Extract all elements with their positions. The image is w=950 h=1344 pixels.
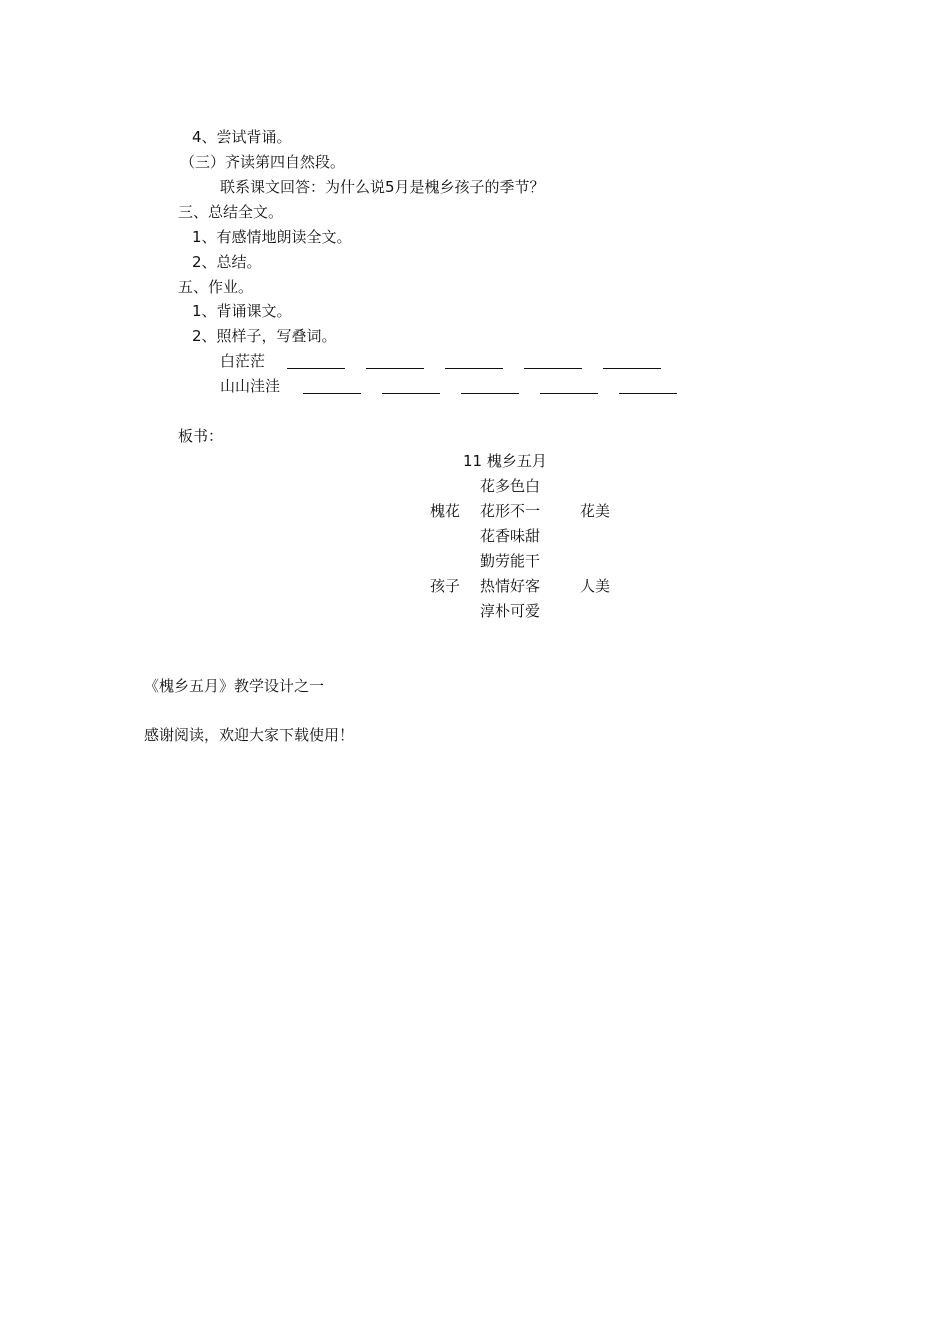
example-word-2: 山山洼洼 [220,377,281,395]
board-left-2: 孩子 [430,577,461,595]
example-word-1: 白茫茫 [220,352,266,370]
board-mid-5: 热情好客 [480,577,541,595]
homework-heading: 五、作业。 [178,278,254,296]
answer-blank [366,368,424,369]
board-mid-3: 花香味甜 [480,527,541,545]
answer-blank [445,368,503,369]
thanks-note: 感谢阅读，欢迎大家下载使用！ [144,726,355,744]
answer-blank [382,393,440,394]
board-left-1: 槐花 [430,502,461,520]
board-mid-6: 淳朴可爱 [480,602,541,620]
homework-item-2: 2、照样子，写叠词。 [192,327,337,345]
summary-heading: 三、总结全文。 [178,203,284,221]
answer-blank [524,368,582,369]
answer-blank [303,393,361,394]
doc-title: 《槐乡五月》教学设计之一 [144,677,325,695]
answer-blank [540,393,598,394]
board-mid-1: 花多色白 [480,477,541,495]
answer-blank [619,393,677,394]
board-right-1: 花美 [580,502,611,520]
homework-item-1: 1、背诵课文。 [192,302,292,320]
answer-blank [461,393,519,394]
board-mid-2: 花形不一 [480,502,541,520]
board-mid-4: 勤劳能干 [480,552,541,570]
board-right-2: 人美 [580,577,611,595]
answer-blank [603,368,661,369]
board-title: 11 槐乡五月 [463,452,547,470]
board-label: 板书： [178,427,224,445]
answer-blank [287,368,345,369]
part-3-heading: （三）齐读第四自然段。 [180,153,346,171]
summary-item-1: 1、有感情地朗读全文。 [192,228,352,246]
summary-item-2: 2、总结。 [192,253,262,271]
question-text: 联系课文回答：为什么说5月是槐乡孩子的季节？ [220,178,545,196]
step-4: 4、尝试背诵。 [192,128,292,146]
